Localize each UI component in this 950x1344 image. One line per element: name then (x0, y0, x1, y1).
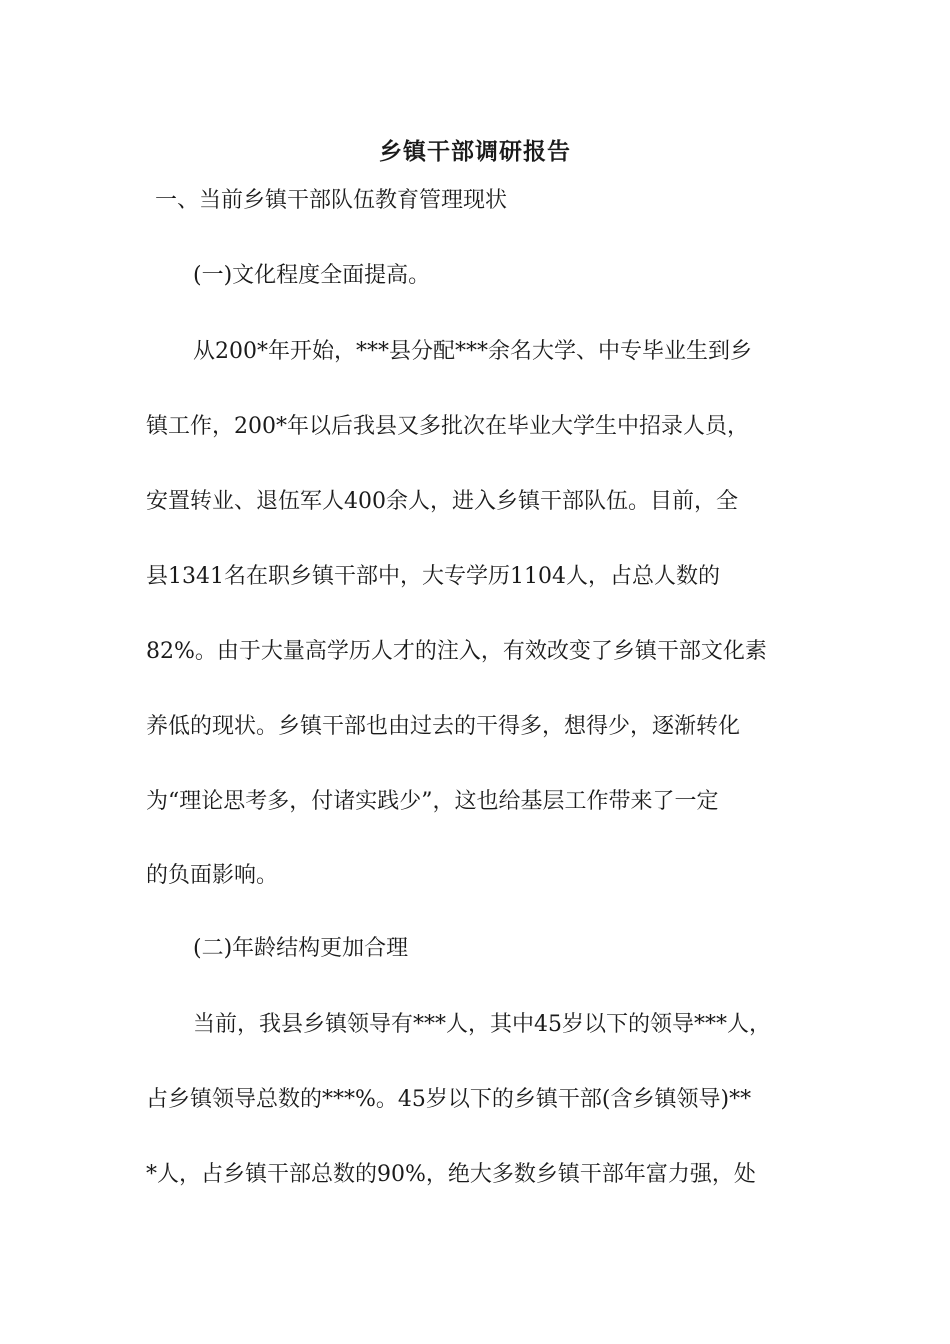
paragraph-1-line-7: 为“理论思考多，付诸实践少”，这也给基层工作带来了一定 (146, 789, 719, 814)
paragraph-2-line-2: 占乡镇领导总数的***%。45岁以下的乡镇干部(含乡镇领导)** (146, 1087, 752, 1112)
section-heading-1: 一、当前乡镇干部队伍教育管理现状 (155, 188, 508, 213)
paragraph-1-line-8: 的负面影响。 (146, 863, 279, 888)
paragraph-1-line-3: 安置转业、退伍军人400余人，进入乡镇干部队伍。目前，全 (146, 489, 738, 514)
paragraph-1-line-1: 从200*年开始，***县分配***余名大学、中专毕业生到乡 (193, 339, 752, 364)
document-title: 乡镇干部调研报告 (379, 138, 571, 165)
paragraph-2-line-3: *人，占乡镇干部总数的90%，绝大多数乡镇干部年富力强，处 (146, 1162, 756, 1187)
paragraph-1-line-6: 养低的现状。乡镇干部也由过去的干得多，想得少，逐渐转化 (146, 714, 741, 739)
paragraph-1-line-5: 82%。由于大量高学历人才的注入，有效改变了乡镇干部文化素 (146, 639, 767, 664)
subsection-heading-1: (一)文化程度全面提高。 (193, 263, 431, 288)
subsection-heading-2: (二)年龄结构更加合理 (193, 936, 409, 961)
paragraph-1-line-4: 县1341名在职乡镇干部中，大专学历1104人，占总人数的 (146, 564, 720, 589)
paragraph-1-line-2: 镇工作，200*年以后我县又多批次在毕业大学生中招录人员， (146, 414, 749, 439)
paragraph-2-line-1: 当前，我县乡镇领导有***人，其中45岁以下的领导***人， (193, 1012, 771, 1037)
